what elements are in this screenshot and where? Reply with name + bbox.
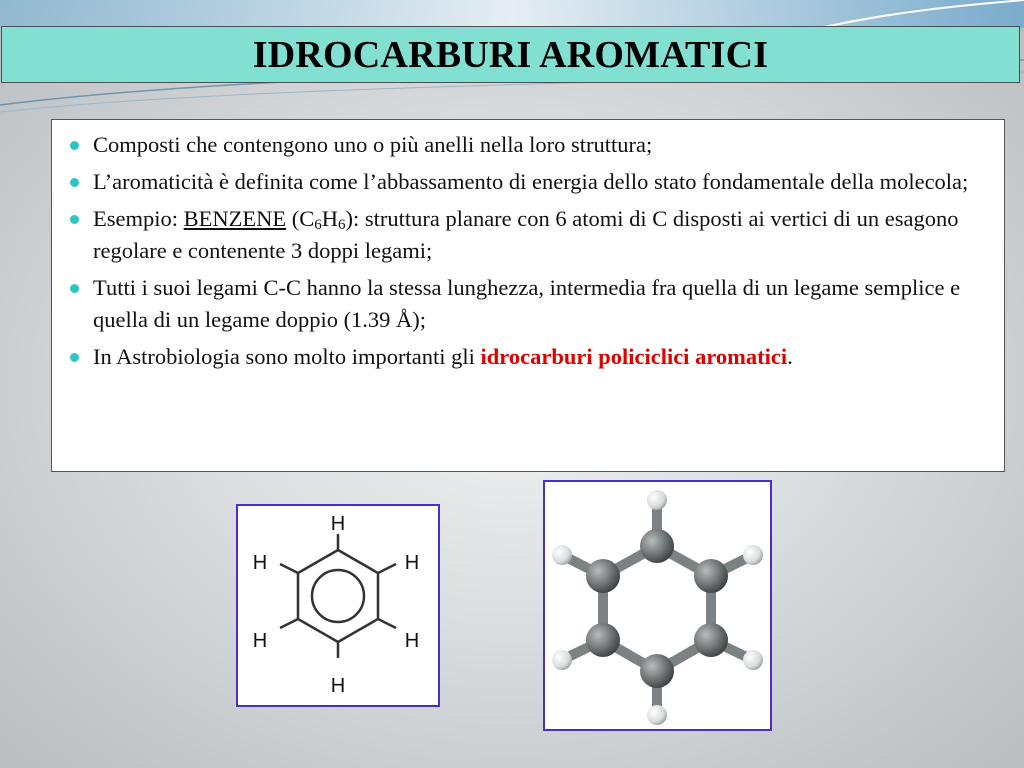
atom-label-h: H bbox=[330, 675, 346, 697]
formula-subscript-c: 6 bbox=[314, 217, 322, 233]
bullet-dot-icon bbox=[70, 141, 79, 150]
atom-label-h: H bbox=[252, 630, 268, 652]
atom-label-h: H bbox=[404, 630, 420, 652]
atom-label-h: H bbox=[404, 552, 420, 574]
formula-h: H bbox=[321, 206, 338, 231]
slide-title: IDROCARBURI AROMATICI bbox=[252, 33, 769, 76]
highlight-text: idrocarburi policiclici aromatici bbox=[480, 344, 788, 369]
formula-subscript-h: 6 bbox=[337, 217, 346, 233]
bullet-prefix: Esempio: bbox=[93, 206, 184, 231]
atom-label-h: H bbox=[252, 552, 268, 574]
benzene-structural-formula bbox=[236, 504, 440, 707]
bullet-item bbox=[70, 129, 990, 161]
bullet-dot-icon bbox=[70, 178, 79, 187]
bullet-item bbox=[70, 166, 990, 198]
bullet-text: L’aromaticità è definita come l’abbassamento di energia dello stato fondamentale della molecola; bbox=[93, 169, 969, 194]
atom-label-h: H bbox=[330, 513, 346, 535]
content-box bbox=[51, 119, 1005, 472]
bullet-suffix: ): struttura planare con 6 atomi di C disposti ai vertici di un esagono regolare e contenente 3 doppi legami; bbox=[93, 206, 959, 263]
bullet-text: Tutti i suoi legami C-C hanno la stessa lunghezza, intermedia fra quella di un legame semplice e quella di un legame doppio (1.39 Å); bbox=[93, 275, 961, 332]
bullet-item bbox=[70, 203, 990, 267]
bullet-dot-icon bbox=[70, 353, 79, 362]
bullet-prefix: In Astrobiologia sono molto importanti gli bbox=[93, 344, 481, 369]
bullet-item bbox=[70, 341, 990, 373]
bullet-dot-icon bbox=[70, 284, 79, 293]
title-bar bbox=[1, 26, 1020, 83]
benzene-3d-model bbox=[545, 482, 770, 729]
formula-open: (C bbox=[286, 206, 315, 231]
benzene-ball-stick-model bbox=[543, 480, 772, 731]
bullet-dot-icon bbox=[70, 215, 79, 224]
bullet-text: Composti che contengono uno o più anelli nella loro struttura; bbox=[93, 132, 653, 157]
benzene-link[interactable]: BENZENE bbox=[183, 206, 287, 231]
benzene-formula-drawing bbox=[238, 506, 438, 705]
bullet-list bbox=[70, 129, 990, 373]
bullet-item bbox=[70, 272, 990, 336]
bullet-suffix: . bbox=[787, 344, 793, 369]
